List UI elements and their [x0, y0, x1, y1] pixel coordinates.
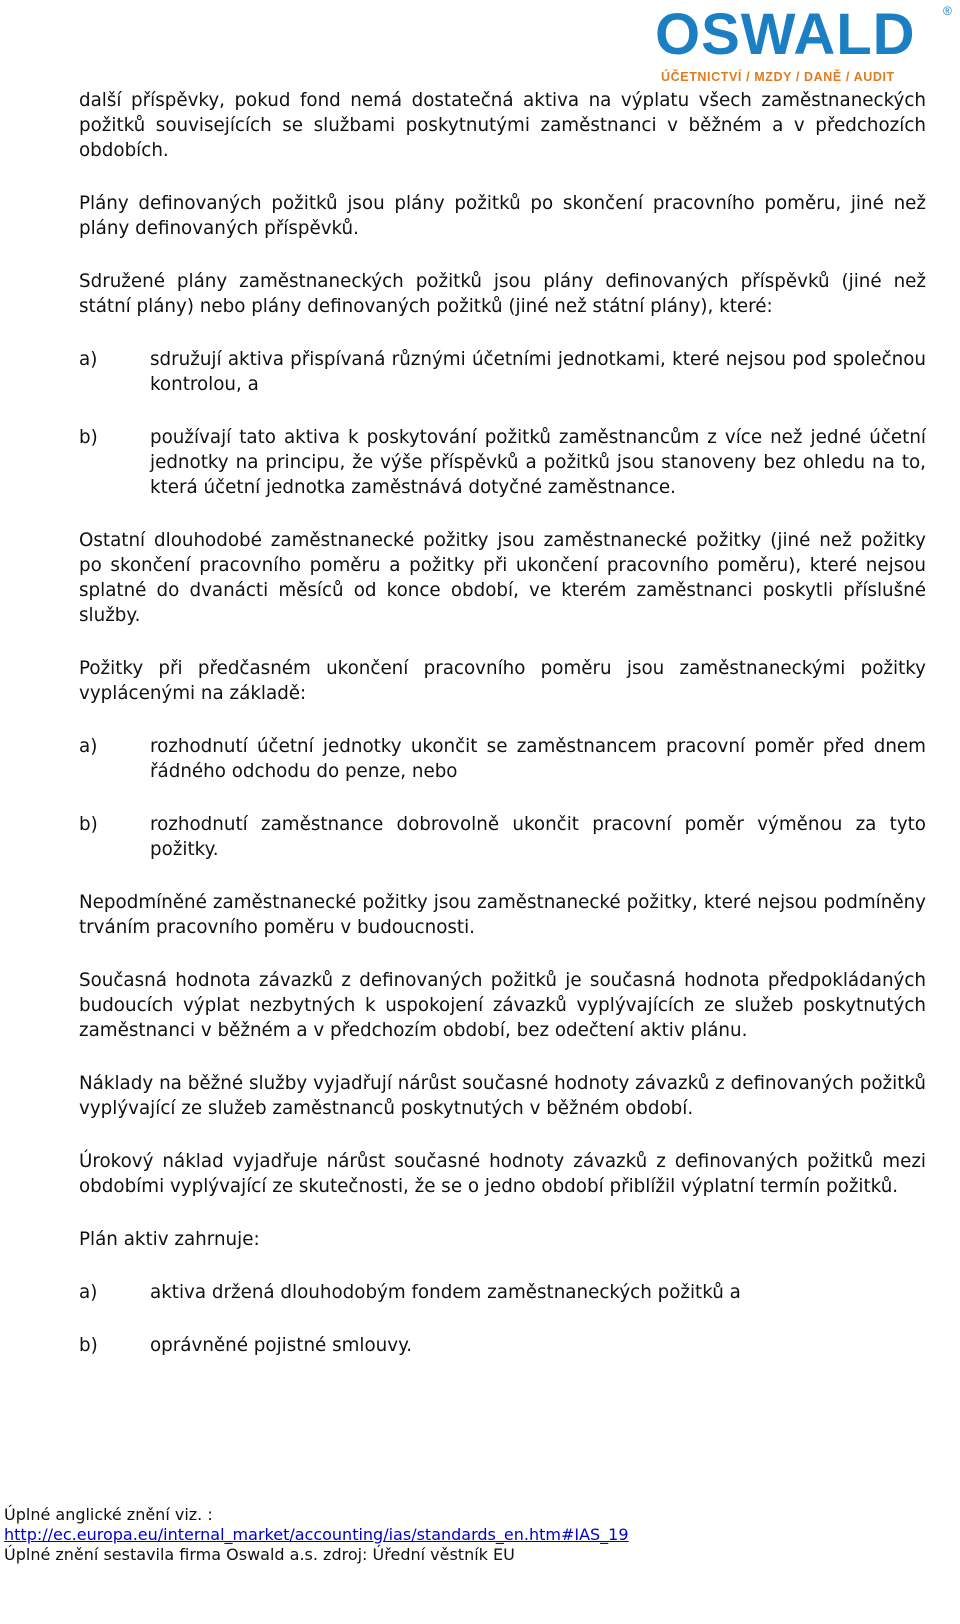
list-item-text: používají tato aktiva k poskytování požitků zaměstnancům z více než jedné účetní jednotky na principu, že výše příspěvků a požitků jsou stanoveny bez ohledu na to, která účetní jednotka zaměstnává dotyčné zaměstnance.	[150, 427, 926, 498]
paragraph-interest-cost: Úrokový náklad vyjadřuje nárůst současné hodnoty závazků z definovaných požitků mezi obdobími vyplývající ze skutečnosti, že se o jedno období přiblížil výplatní termín požitků.	[79, 1151, 926, 1197]
logo-tagline: ÚČETNICTVÍ / MZDY / DANĚ / AUDIT	[661, 70, 895, 84]
list-item-text: rozhodnutí zaměstnance dobrovolně ukončit pracovní poměr výměnou za tyto požitky.	[150, 814, 926, 860]
list-item-label: b)	[79, 1335, 98, 1356]
list-item-text: oprávněné pojistné smlouvy.	[150, 1335, 413, 1356]
oswald-logo	[655, 2, 955, 87]
page-footer	[4, 1505, 629, 1565]
paragraph-multi-employer-plans: Sdružené plány zaměstnaneckých požitků jsou plány definovaných příspěvků (jiné než státní plány) nebo plány definovaných požitků (jiné než státní plány), které:	[79, 271, 926, 317]
footer-english-version-note: Úplné anglické znění viz. :	[4, 1505, 213, 1524]
footer-standards-link[interactable]: http://ec.europa.eu/internal_market/accounting/ias/standards_en.htm#IAS_19	[4, 1525, 629, 1544]
list-item	[79, 812, 926, 862]
paragraph-current-service-cost: Náklady na běžné služby vyjadřují nárůst současné hodnoty závazků z definovaných požitků vyplývající ze služeb zaměstnanců poskytnutých v běžném období.	[79, 1073, 926, 1119]
logo-wordmark: OSWALD	[655, 2, 916, 67]
paragraph-present-value: Současná hodnota závazků z definovaných požitků je současná hodnota předpokládaných budoucích výplat nezbytných k uspokojení závazků vyplývajících ze služeb poskytnutých zaměstnanci v běžném a v předchozím období, bez odečtení aktiv plánu.	[79, 970, 926, 1041]
list-item-label: a)	[79, 349, 98, 370]
footer-compiled-by-note: Úplné znění sestavila firma Oswald a.s. zdroj: Úřední věstník EU	[4, 1545, 515, 1564]
paragraph-plan-assets: Plán aktiv zahrnuje:	[79, 1229, 260, 1250]
list-item-label: a)	[79, 1282, 98, 1303]
paragraph-other-long-term-benefits: Ostatní dlouhodobé zaměstnanecké požitky jsou zaměstnanecké požitky (jiné než požitky po skončení pracovního poměru a požitky při ukončení pracovního poměru), které nejsou splatné do dvanácti měsíců od konce období, ve kterém zaměstnanci poskytli příslušné služby.	[79, 530, 926, 626]
list-item	[79, 1333, 926, 1358]
document-body	[79, 88, 926, 1386]
list-item-text: aktiva držená dlouhodobým fondem zaměstnaneckých požitků a	[150, 1282, 741, 1303]
list-item	[79, 347, 926, 397]
paragraph-defined-benefit-plans: Plány definovaných požitků jsou plány požitků po skončení pracovního poměru, jiné než plány definovaných příspěvků.	[79, 193, 926, 239]
logo-registered-mark: ®	[943, 4, 952, 18]
list-item-text: rozhodnutí účetní jednotky ukončit se zaměstnancem pracovní poměr před dnem řádného odchodu do penze, nebo	[150, 736, 926, 782]
list-item	[79, 734, 926, 784]
paragraph-vested-benefits: Nepodmíněné zaměstnanecké požitky jsou zaměstnanecké požitky, které nejsou podmíněny trváním pracovního poměru v budoucnosti.	[79, 892, 926, 938]
list-item	[79, 1280, 926, 1305]
list-item-label: a)	[79, 736, 98, 757]
paragraph-termination-benefits: Požitky při předčasném ukončení pracovního poměru jsou zaměstnaneckými požitky vyplácenými na základě:	[79, 658, 926, 704]
list-item	[79, 425, 926, 500]
paragraph-contributions: další příspěvky, pokud fond nemá dostatečná aktiva na výplatu všech zaměstnaneckých požitků souvisejících se službami poskytnutými zaměstnanci v běžném a v předchozích obdobích.	[79, 90, 926, 161]
list-item-label: b)	[79, 814, 98, 835]
list-item-label: b)	[79, 427, 98, 448]
list-item-text: sdružují aktiva přispívaná různými účetními jednotkami, které nejsou pod společnou kontrolou, a	[150, 349, 926, 395]
